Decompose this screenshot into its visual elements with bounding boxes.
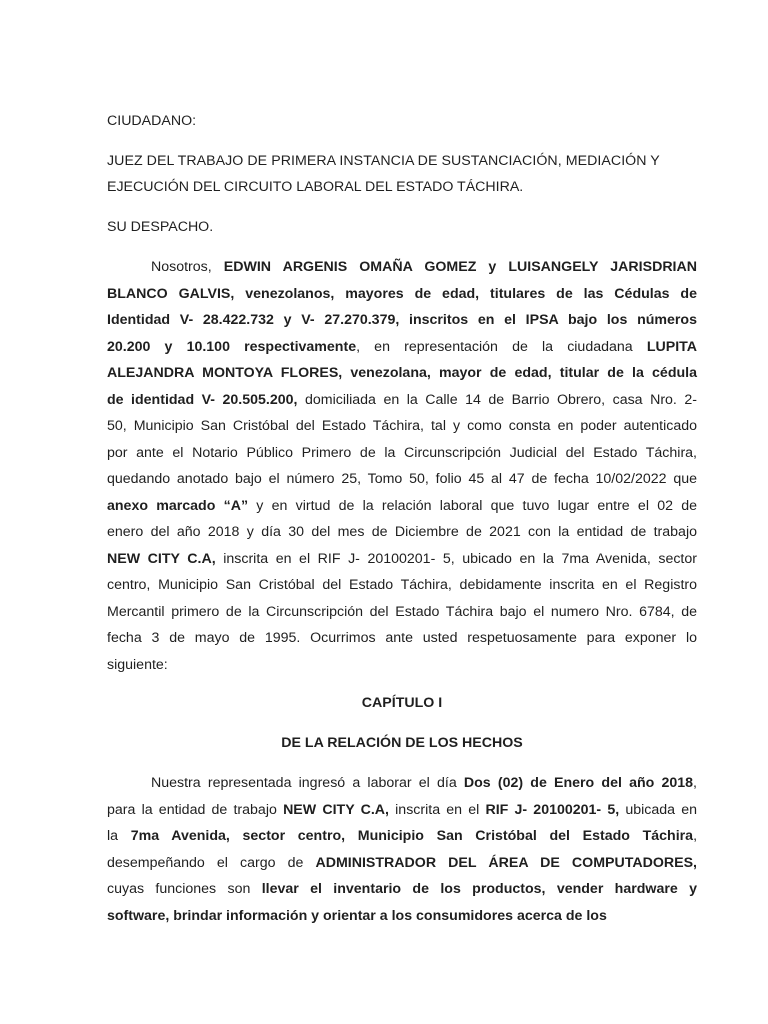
text-run: EDWIN ARGENIS OMAÑA GOMEZ y LUISANGELY JARISDRIAN bbox=[223, 259, 697, 275]
text-run: Identidad V- 28.422.732 y V- 27.270.379, inscritos en el IPSA bajo los números bbox=[107, 312, 697, 328]
text-run: centro, Municipio San Cristóbal del Estado Táchira, debidamente inscrita en el Registro bbox=[107, 577, 697, 593]
salutation-judge-line-2: EJECUCIÓN DEL CIRCUITO LABORAL DEL ESTADO TÁCHIRA. bbox=[107, 179, 524, 195]
text-run: ALEJANDRA MONTOYA FLORES, venezolana, mayor de edad, titular de la cédula bbox=[107, 365, 697, 381]
text-run: Dos (02) de Enero del año 2018 bbox=[463, 775, 694, 791]
addressee-block bbox=[107, 108, 697, 240]
text-run: 7ma Avenida, sector centro, Municipio San Cristóbal del Estado Táchira bbox=[130, 828, 694, 844]
intro-line-15 bbox=[107, 625, 697, 652]
facts-line-5 bbox=[107, 876, 697, 903]
chapter-title: CAPÍTULO I bbox=[361, 695, 443, 711]
text-run: LUPITA bbox=[646, 338, 697, 355]
text-run: BLANCO GALVIS, venezolanos, mayores de edad, titulares de las Cédulas de bbox=[107, 285, 697, 302]
text-run: por ante el Notario Público Primero de la Circunscripción Judicial del Estado Táchira, bbox=[107, 444, 697, 461]
intro-line-10 bbox=[107, 493, 697, 520]
text-run: enero del año 2018 y día 30 del mes de Diciembre de 2021 con la entidad de trabajo bbox=[107, 524, 697, 540]
facts-line-2 bbox=[107, 797, 697, 824]
intro-line-4 bbox=[107, 334, 697, 361]
facts-paragraph bbox=[107, 770, 697, 929]
intro-line-9 bbox=[107, 466, 697, 493]
text-run: llevar el inventario de los productos, vender hardware y bbox=[261, 881, 698, 897]
text-run: ubicada en bbox=[619, 801, 698, 818]
text-run: , bbox=[693, 775, 697, 791]
text-run: inscrita en el RIF J- 20100201- 5, ubicado en la 7ma Avenida, sector bbox=[215, 550, 697, 567]
intro-line-12 bbox=[107, 546, 697, 573]
intro-line-11 bbox=[107, 519, 697, 546]
text-run: para la entidad de trabajo bbox=[107, 801, 284, 818]
text-run: anexo marcado “A” bbox=[107, 497, 249, 514]
text-run: cuyas funciones son bbox=[107, 881, 262, 897]
text-run: , bbox=[693, 828, 698, 844]
text-run: software, brindar información y orientar a los consumidores acerca de los bbox=[107, 907, 607, 924]
text-run: la bbox=[107, 828, 131, 844]
intro-line-5 bbox=[107, 360, 697, 387]
text-run: desempeñando el cargo de bbox=[107, 854, 316, 871]
text-run: y en virtud de la relación laboral que tuvo lugar entre el 02 de bbox=[248, 497, 698, 514]
facts-line-6 bbox=[107, 903, 697, 930]
intro-paragraph bbox=[107, 254, 697, 678]
chapter-subtitle: DE LA RELACIÓN DE LOS HECHOS bbox=[281, 735, 523, 751]
text-run: ADMINISTRADOR DEL ÁREA DE COMPUTADORES, bbox=[315, 854, 697, 871]
text-run: Mercantil primero de la Circunscripción del Estado Táchira bajo el numero Nro. 6784, de bbox=[107, 603, 697, 620]
salutation-citizen: CIUDADANO: bbox=[107, 113, 197, 129]
text-run: inscrita en el bbox=[388, 801, 486, 818]
text-run: fecha 3 de mayo de 1995. Ocurrimos ante usted respetuosamente para exponer lo bbox=[107, 630, 697, 646]
text-run: RIF J- 20100201- 5, bbox=[485, 801, 620, 818]
text-run: Nuestra representada ingresó a laborar el día bbox=[151, 775, 464, 791]
intro-line-6 bbox=[107, 387, 697, 414]
intro-line-7 bbox=[107, 413, 697, 440]
text-run: Nosotros, bbox=[151, 259, 224, 275]
facts-line-1 bbox=[107, 770, 697, 797]
text-run: NEW CITY C.A, bbox=[283, 801, 389, 818]
intro-line-16 bbox=[107, 652, 697, 679]
text-run: , en representación de la ciudadana bbox=[356, 338, 647, 355]
intro-line-8 bbox=[107, 440, 697, 467]
text-run: quedando anotado bajo el número 25, Tomo 50, folio 45 al 47 de fecha 10/02/2022 que bbox=[107, 471, 697, 487]
intro-line-3 bbox=[107, 307, 697, 334]
salutation-judge-line-1: JUEZ DEL TRABAJO DE PRIMERA INSTANCIA DE SUSTANCIACIÓN, MEDIACIÓN Y bbox=[107, 153, 660, 169]
intro-line-14 bbox=[107, 599, 697, 626]
text-run: NEW CITY C.A, bbox=[107, 550, 216, 567]
intro-line-13 bbox=[107, 572, 697, 599]
facts-line-4 bbox=[107, 850, 697, 877]
facts-line-3 bbox=[107, 823, 697, 850]
text-run: de identidad V- 20.505.200, bbox=[107, 391, 298, 408]
intro-line-2 bbox=[107, 281, 697, 308]
intro-line-1 bbox=[107, 254, 697, 281]
text-run: siguiente: bbox=[107, 656, 168, 673]
text-run: 20.200 y 10.100 respectivamente bbox=[107, 338, 357, 355]
salutation-office: SU DESPACHO. bbox=[107, 219, 214, 235]
text-run: 50, Municipio San Cristóbal del Estado Táchira, tal y como consta en poder autenticado bbox=[107, 418, 697, 434]
document-page bbox=[107, 108, 697, 941]
text-run: domiciliada en la Calle 14 de Barrio Obrero, casa Nro. 2- bbox=[297, 391, 697, 408]
